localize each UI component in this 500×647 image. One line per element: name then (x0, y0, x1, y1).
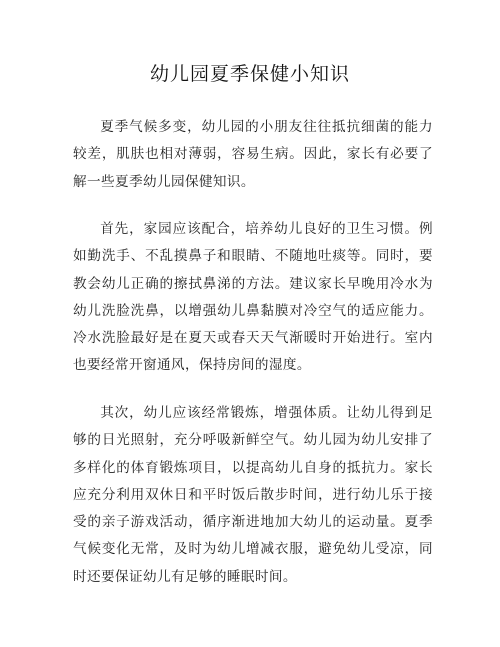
paragraph-hygiene-habits: 首先，家园应该配合，培养幼儿良好的卫生习惯。例如勤洗手、不乱摸鼻子和眼睛、不随地吐痰等。同时，要教会幼儿正确的擦拭鼻涕的方法。建议家长早晚用冷水为幼儿洗脸洗鼻，以增强幼儿鼻黏膜对冷空气的适应能力。冷水洗脸最好是在夏天或春天天气渐暖时开始进行。室内也要经常开窗通风，保持房间的湿度。 (73, 221, 433, 374)
paragraph-exercise: 其次，幼儿应该经常锻炼，增强体质。让幼儿得到足够的日光照射，充分呼吸新鲜空气。幼儿园为幼儿安排了多样化的体育锻炼项目，以提高幼儿自身的抵抗力。家长应充分利用双休日和平时饭后散步时间，进行幼儿乐于接受的亲子游戏活动，循序渐进地加大幼儿的运动量。夏季气候变化无常，及时为幼儿增减衣服，避免幼儿受凉，同时还要保证幼儿有足够的睡眠时间。 (73, 405, 433, 585)
document-title: 幼儿园夏季保健小知识 (149, 63, 350, 85)
paragraph-intro: 夏季气候多变，幼儿园的小朋友往往抵抗细菌的能力较差，肌肤也相对薄弱，容易生病。因此，家长有必要了解一些夏季幼儿园保健知识。 (73, 119, 433, 190)
